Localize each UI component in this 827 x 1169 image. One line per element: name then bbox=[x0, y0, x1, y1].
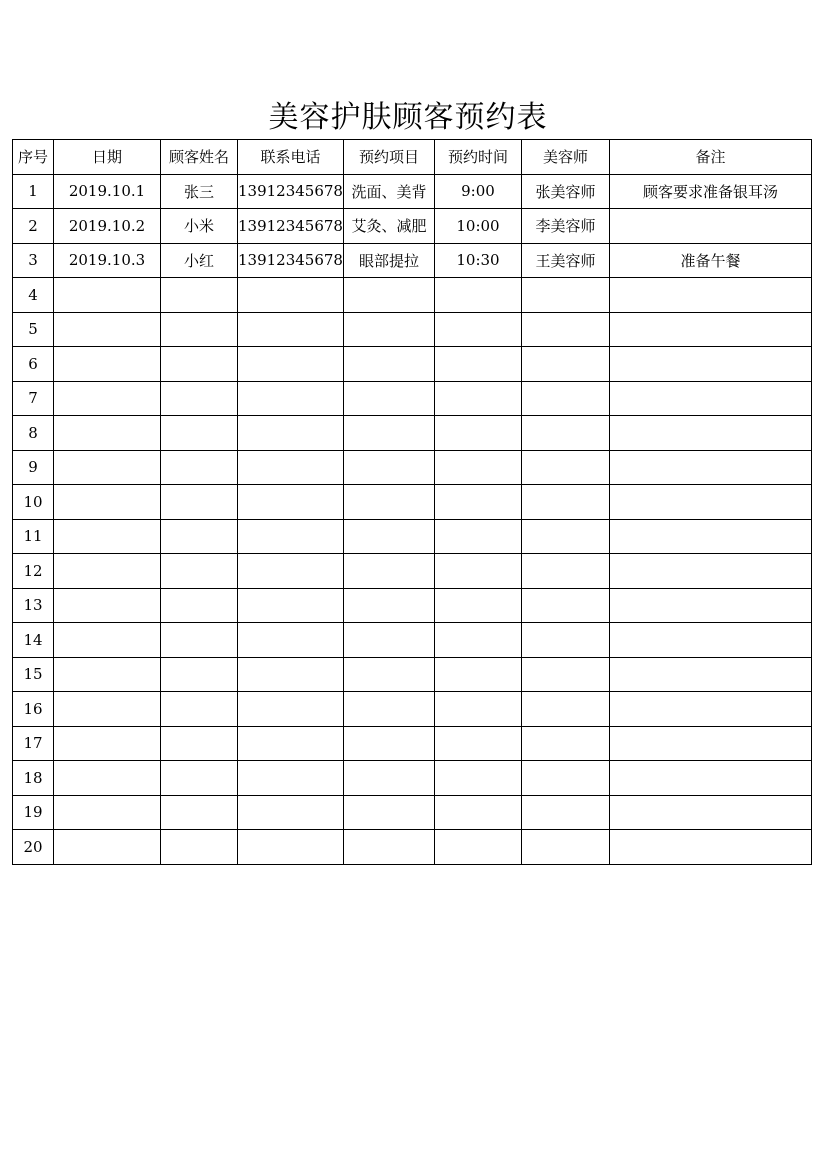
cell-date bbox=[54, 347, 161, 382]
cell-no: 18 bbox=[13, 761, 54, 796]
table-row bbox=[13, 243, 812, 278]
header-cell-item: 预约项目 bbox=[343, 140, 434, 175]
cell-beautician bbox=[521, 657, 609, 692]
cell-note bbox=[609, 692, 811, 727]
cell-phone bbox=[238, 795, 344, 830]
cell-phone bbox=[238, 588, 344, 623]
cell-beautician bbox=[521, 519, 609, 554]
table-row bbox=[13, 450, 812, 485]
cell-phone bbox=[238, 554, 344, 589]
cell-item bbox=[343, 347, 434, 382]
cell-date bbox=[54, 657, 161, 692]
cell-item bbox=[343, 692, 434, 727]
cell-phone bbox=[238, 450, 344, 485]
cell-note bbox=[609, 209, 811, 244]
header-row bbox=[13, 140, 812, 175]
cell-beautician: 李美容师 bbox=[521, 209, 609, 244]
cell-item bbox=[343, 623, 434, 658]
cell-item: 眼部提拉 bbox=[343, 243, 434, 278]
cell-phone bbox=[238, 726, 344, 761]
table-row bbox=[13, 588, 812, 623]
cell-no: 17 bbox=[13, 726, 54, 761]
cell-phone bbox=[238, 347, 344, 382]
cell-note bbox=[609, 795, 811, 830]
table-row bbox=[13, 726, 812, 761]
cell-item: 艾灸、减肥 bbox=[343, 209, 434, 244]
cell-time bbox=[434, 312, 521, 347]
cell-no: 4 bbox=[13, 278, 54, 313]
cell-note bbox=[609, 485, 811, 520]
cell-no: 8 bbox=[13, 416, 54, 451]
cell-item bbox=[343, 381, 434, 416]
cell-phone: 13912345678 bbox=[238, 174, 344, 209]
header-cell-phone: 联系电话 bbox=[238, 140, 344, 175]
cell-date bbox=[54, 312, 161, 347]
cell-phone bbox=[238, 519, 344, 554]
cell-beautician bbox=[521, 278, 609, 313]
cell-beautician bbox=[521, 312, 609, 347]
cell-beautician: 王美容师 bbox=[521, 243, 609, 278]
table-row bbox=[13, 485, 812, 520]
cell-note bbox=[609, 761, 811, 796]
cell-item bbox=[343, 830, 434, 865]
table-row bbox=[13, 347, 812, 382]
cell-phone bbox=[238, 312, 344, 347]
cell-date bbox=[54, 450, 161, 485]
cell-date bbox=[54, 485, 161, 520]
cell-item bbox=[343, 416, 434, 451]
cell-note bbox=[609, 623, 811, 658]
cell-item bbox=[343, 761, 434, 796]
cell-name bbox=[161, 726, 238, 761]
table-row bbox=[13, 209, 812, 244]
cell-name bbox=[161, 623, 238, 658]
cell-beautician bbox=[521, 416, 609, 451]
cell-name bbox=[161, 554, 238, 589]
cell-no: 6 bbox=[13, 347, 54, 382]
cell-date bbox=[54, 795, 161, 830]
cell-time bbox=[434, 450, 521, 485]
cell-no: 15 bbox=[13, 657, 54, 692]
table-row bbox=[13, 623, 812, 658]
table-row bbox=[13, 554, 812, 589]
cell-time bbox=[434, 623, 521, 658]
cell-note bbox=[609, 381, 811, 416]
cell-item bbox=[343, 485, 434, 520]
header-cell-time: 预约时间 bbox=[434, 140, 521, 175]
cell-no: 9 bbox=[13, 450, 54, 485]
cell-phone bbox=[238, 381, 344, 416]
cell-date bbox=[54, 726, 161, 761]
header-cell-note: 备注 bbox=[609, 140, 811, 175]
cell-no: 1 bbox=[13, 174, 54, 209]
cell-beautician bbox=[521, 588, 609, 623]
cell-name bbox=[161, 312, 238, 347]
cell-note bbox=[609, 588, 811, 623]
cell-item bbox=[343, 726, 434, 761]
cell-phone bbox=[238, 692, 344, 727]
cell-beautician bbox=[521, 623, 609, 658]
cell-no: 10 bbox=[13, 485, 54, 520]
cell-name: 张三 bbox=[161, 174, 238, 209]
cell-time bbox=[434, 795, 521, 830]
table-row bbox=[13, 174, 812, 209]
cell-date bbox=[54, 830, 161, 865]
cell-name bbox=[161, 761, 238, 796]
cell-no: 2 bbox=[13, 209, 54, 244]
cell-beautician bbox=[521, 381, 609, 416]
cell-beautician bbox=[521, 347, 609, 382]
cell-name bbox=[161, 830, 238, 865]
cell-time bbox=[434, 554, 521, 589]
cell-phone bbox=[238, 830, 344, 865]
cell-no: 7 bbox=[13, 381, 54, 416]
cell-name bbox=[161, 381, 238, 416]
cell-beautician bbox=[521, 485, 609, 520]
cell-no: 20 bbox=[13, 830, 54, 865]
cell-name bbox=[161, 278, 238, 313]
cell-name bbox=[161, 416, 238, 451]
cell-name bbox=[161, 450, 238, 485]
cell-item bbox=[343, 795, 434, 830]
table-row bbox=[13, 519, 812, 554]
cell-date bbox=[54, 692, 161, 727]
cell-date bbox=[54, 623, 161, 658]
cell-date bbox=[54, 278, 161, 313]
cell-note bbox=[609, 416, 811, 451]
cell-item bbox=[343, 450, 434, 485]
cell-phone bbox=[238, 623, 344, 658]
cell-time bbox=[434, 657, 521, 692]
cell-phone bbox=[238, 657, 344, 692]
table-row bbox=[13, 381, 812, 416]
cell-time: 9:00 bbox=[434, 174, 521, 209]
cell-no: 5 bbox=[13, 312, 54, 347]
cell-date: 2019.10.1 bbox=[54, 174, 161, 209]
table-row bbox=[13, 761, 812, 796]
cell-time bbox=[434, 761, 521, 796]
cell-phone bbox=[238, 761, 344, 796]
cell-name bbox=[161, 692, 238, 727]
cell-date bbox=[54, 554, 161, 589]
header-cell-date: 日期 bbox=[54, 140, 161, 175]
cell-time bbox=[434, 381, 521, 416]
cell-item bbox=[343, 312, 434, 347]
cell-time bbox=[434, 347, 521, 382]
page-title: 美容护肤顾客预约表 bbox=[268, 100, 548, 135]
cell-time bbox=[434, 416, 521, 451]
cell-date bbox=[54, 519, 161, 554]
table-row bbox=[13, 830, 812, 865]
table-body bbox=[13, 174, 812, 864]
cell-item bbox=[343, 657, 434, 692]
cell-note bbox=[609, 312, 811, 347]
cell-name bbox=[161, 657, 238, 692]
table-row bbox=[13, 416, 812, 451]
cell-item bbox=[343, 278, 434, 313]
cell-phone bbox=[238, 278, 344, 313]
cell-beautician bbox=[521, 795, 609, 830]
cell-date bbox=[54, 416, 161, 451]
cell-phone: 13912345678 bbox=[238, 243, 344, 278]
cell-note bbox=[609, 347, 811, 382]
cell-date bbox=[54, 588, 161, 623]
cell-beautician: 张美容师 bbox=[521, 174, 609, 209]
cell-time bbox=[434, 726, 521, 761]
cell-name bbox=[161, 485, 238, 520]
cell-time bbox=[434, 278, 521, 313]
cell-time bbox=[434, 830, 521, 865]
cell-time bbox=[434, 692, 521, 727]
cell-date bbox=[54, 761, 161, 796]
table-row bbox=[13, 692, 812, 727]
cell-item bbox=[343, 519, 434, 554]
cell-no: 3 bbox=[13, 243, 54, 278]
cell-time bbox=[434, 485, 521, 520]
cell-date: 2019.10.2 bbox=[54, 209, 161, 244]
cell-no: 11 bbox=[13, 519, 54, 554]
cell-note bbox=[609, 450, 811, 485]
cell-note bbox=[609, 657, 811, 692]
cell-name bbox=[161, 347, 238, 382]
cell-name bbox=[161, 519, 238, 554]
cell-beautician bbox=[521, 761, 609, 796]
header-cell-beautician: 美容师 bbox=[521, 140, 609, 175]
cell-no: 19 bbox=[13, 795, 54, 830]
cell-note bbox=[609, 554, 811, 589]
cell-item bbox=[343, 588, 434, 623]
cell-time: 10:00 bbox=[434, 209, 521, 244]
cell-no: 16 bbox=[13, 692, 54, 727]
cell-item bbox=[343, 554, 434, 589]
header-cell-name: 顾客姓名 bbox=[161, 140, 238, 175]
cell-beautician bbox=[521, 726, 609, 761]
cell-beautician bbox=[521, 450, 609, 485]
cell-date bbox=[54, 381, 161, 416]
table-row bbox=[13, 278, 812, 313]
cell-time bbox=[434, 519, 521, 554]
cell-note bbox=[609, 278, 811, 313]
cell-name bbox=[161, 795, 238, 830]
cell-phone: 13912345678 bbox=[238, 209, 344, 244]
header-cell-no: 序号 bbox=[13, 140, 54, 175]
table-row bbox=[13, 657, 812, 692]
cell-name: 小红 bbox=[161, 243, 238, 278]
table-row bbox=[13, 795, 812, 830]
cell-note bbox=[609, 830, 811, 865]
cell-time: 10:30 bbox=[434, 243, 521, 278]
cell-date: 2019.10.3 bbox=[54, 243, 161, 278]
cell-phone bbox=[238, 416, 344, 451]
cell-no: 13 bbox=[13, 588, 54, 623]
cell-note: 顾客要求准备银耳汤 bbox=[609, 174, 811, 209]
cell-phone bbox=[238, 485, 344, 520]
cell-time bbox=[434, 588, 521, 623]
cell-name: 小米 bbox=[161, 209, 238, 244]
cell-no: 14 bbox=[13, 623, 54, 658]
cell-note bbox=[609, 726, 811, 761]
cell-beautician bbox=[521, 830, 609, 865]
cell-beautician bbox=[521, 692, 609, 727]
cell-name bbox=[161, 588, 238, 623]
cell-item: 洗面、美背 bbox=[343, 174, 434, 209]
table-row bbox=[13, 312, 812, 347]
cell-note: 准备午餐 bbox=[609, 243, 811, 278]
cell-note bbox=[609, 519, 811, 554]
appointment-table bbox=[12, 139, 812, 865]
cell-no: 12 bbox=[13, 554, 54, 589]
cell-beautician bbox=[521, 554, 609, 589]
